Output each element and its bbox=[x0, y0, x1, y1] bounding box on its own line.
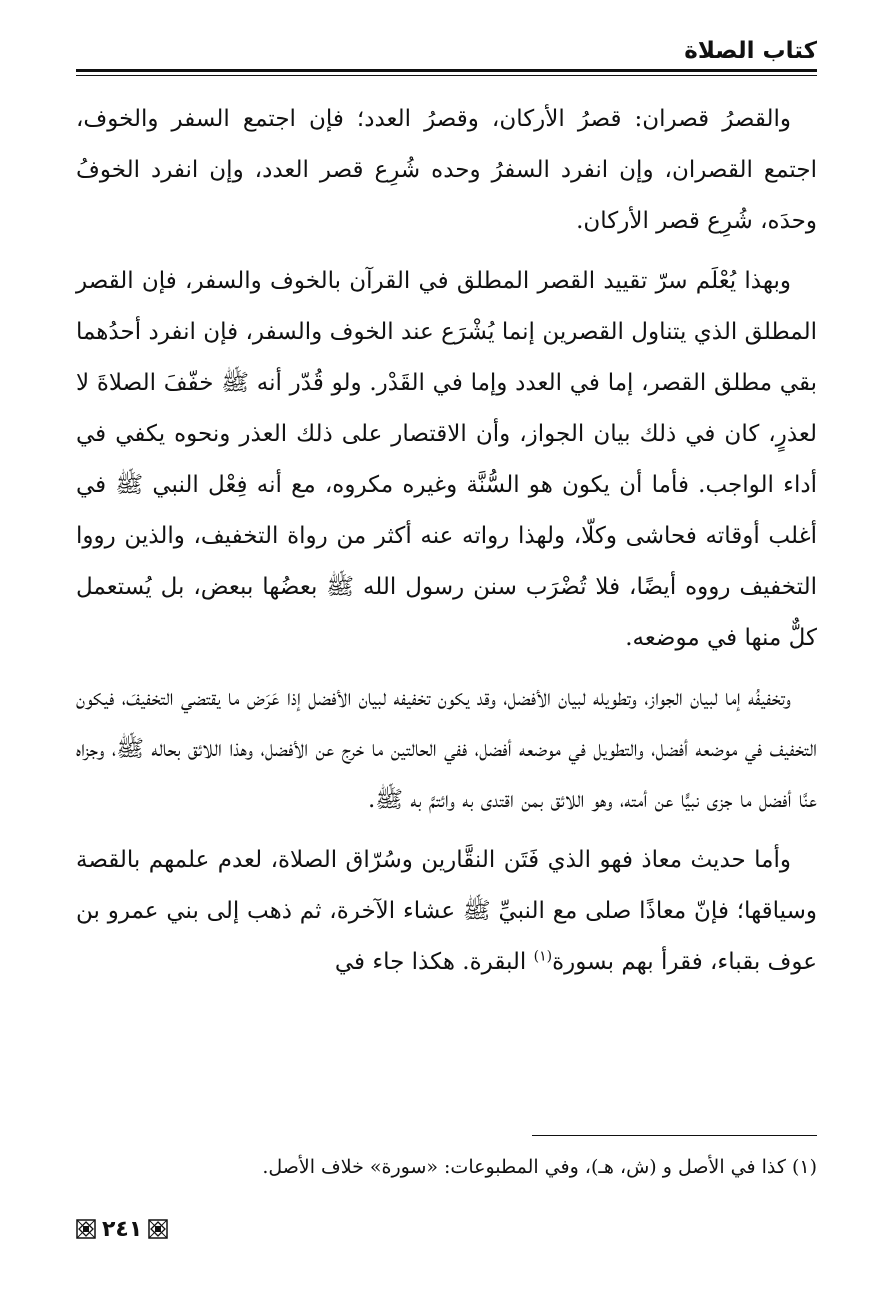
header-rule-thin bbox=[76, 75, 817, 76]
running-header bbox=[76, 36, 817, 70]
page-footer bbox=[76, 1214, 168, 1244]
footnote-reference[interactable]: (١) bbox=[533, 948, 553, 965]
header-rule-thick bbox=[76, 69, 817, 72]
footnote-separator bbox=[532, 1135, 817, 1136]
paragraph-4 bbox=[76, 835, 817, 988]
paragraph-4-text: وأما حديث معاذ فهو الذي فَتَن النقَّارين وسُرّاق الصلاة، لعدم علمهم بالقصة وسياقها؛ فإنّ معاذًا صلى مع النبيِّ ﷺ عشاء الآخرة، ثم ذهب إلى بني عمرو بن عوف بقباء، فقرأ بهم بسورة bbox=[76, 847, 817, 975]
paragraph-2: وبهذا يُعْلَم سرّ تقييد القصر المطلق في القرآن بالخوف والسفر، فإن القصر المطلق الذي يتناول القصرين إنما يُشْرَع عند الخوف والسفر، فإن انفرد أحدُهما بقي مطلق القصر، إما في العدد وإما في القَدْر. ولو قُدّر أنه ﷺ خفّفَ الصلاةَ لا لعذرٍ، كان في ذلك بيان الجواز، وأن الاقتصار على ذلك العذر ونحوه يكفي في أداء الواجب. فأما أن يكون هو السُّنَّة وغيره مكروه، مع أنه فِعْل النبي ﷺ في أغلب أوقاته فحاشى وكلّا، ولهذا رواته عنه أكثر من رواة التخفيف، والذين رووا التخفيف رووه أيضًا، فلا تُضْرَب سنن رسول الله ﷺ بعضُها ببعض، بل يُستعمل كلٌّ منها في موضعه. bbox=[76, 268, 818, 651]
square-ornament-icon bbox=[76, 1219, 96, 1239]
page-number: ٢٤١ bbox=[102, 1216, 143, 1242]
paragraph-4-tail: البقرة. هكذا جاء في bbox=[334, 949, 534, 975]
square-ornament-icon bbox=[148, 1219, 168, 1239]
header-title: كتاب الصلاة bbox=[684, 38, 817, 64]
paragraph-3: وتخفيفُه إما لبيان الجواز، وتطويله لبيان الأفضل، وقد يكون تخفيفه لبيان الأفضل إذا عَرَض ما يقتضي التخفيفَ، فيكون التخفيف في موضعه أفضل، والتطويل في موضعه أفضل، ففي الحالتين ما خرج عن الأفضل، وهذا اللائق بحاله ﷺ، وجزاه عنَّا أفضل ما جزى نبيًّا عن أمته، وهو اللائق بمن اقتدى به وائتمَّ به ﷺ. bbox=[76, 685, 817, 813]
footnote: (١) كذا في الأصل و (ش، هـ)، وفي المطبوعات: «سورة» خلاف الأصل. bbox=[262, 1156, 817, 1178]
main-text bbox=[76, 94, 817, 997]
paragraph-1: والقصرُ قصران: قصرُ الأركان، وقصرُ العدد؛ فإن اجتمع السفر والخوف، اجتمع القصران، وإن انفرد السفرُ وحده شُرِع قصر العدد، وإن انفرد الخوفُ وحدَه، شُرِع قصر الأركان. bbox=[76, 106, 817, 234]
